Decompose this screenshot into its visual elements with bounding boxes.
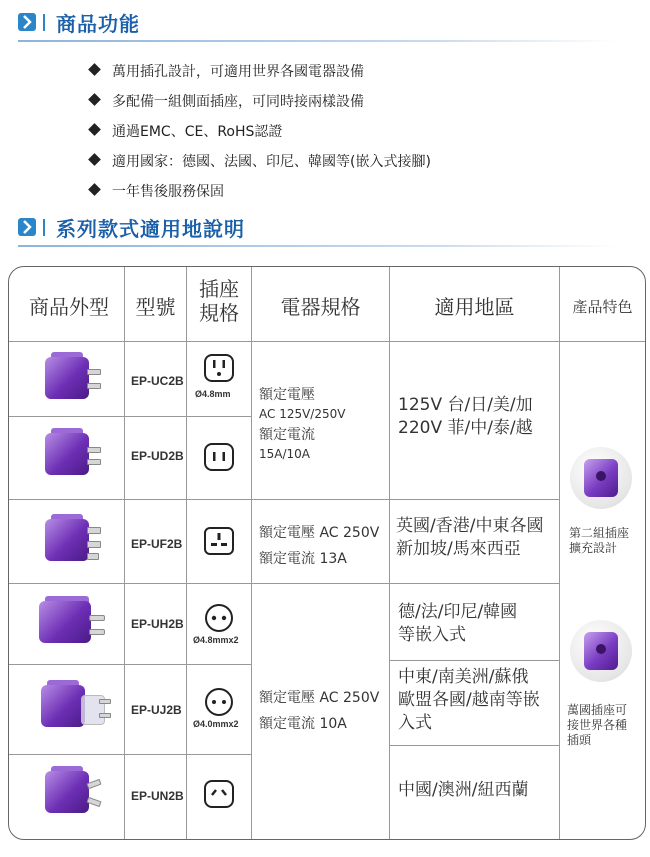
feature-line: 萬國插座可 [567,703,628,717]
col-divider [124,267,125,839]
spec-line: 額定電流 13A [259,551,347,567]
region-line: 德/法/印尼/韓國 [398,602,518,622]
region-line: 125V 台/日/美/加 [398,395,533,415]
row-divider [9,664,251,665]
list-item [90,91,431,121]
spec-group-3 [259,685,379,737]
feature-image-side-socket [570,447,632,509]
diamond-bullet-icon [88,153,101,166]
header-region: 適用地區 [434,295,515,319]
spec-group-1 [259,385,345,463]
region-group-1 [398,394,533,440]
feature-line: 接世界各種 [567,718,628,732]
list-item [90,121,431,151]
region-line: 英國/香港/中東各國 [396,516,544,536]
feature-text: 一年售後服務保固 [112,184,224,200]
region-group-4 [398,666,540,735]
feature-text: 通過EMC、CE、RoHS認證 [112,124,283,140]
region-line: 入式 [398,713,432,733]
col-divider [186,267,187,839]
region-group-5 [398,779,528,802]
row-divider [9,416,251,417]
series-table [8,266,646,840]
feature-line: 第二組插座 [569,526,630,540]
section-title: 系列款式適用地說明 [56,217,245,241]
header-spec: 電器規格 [280,295,361,319]
model-label: EP-UC2B [131,374,184,388]
diamond-bullet-icon [88,93,101,106]
region-line: 新加坡/馬來西亞 [396,539,521,559]
row-divider [389,745,559,746]
list-item [90,151,431,181]
col-divider [251,267,252,839]
diamond-bullet-icon [88,123,101,136]
spec-line: 額定電壓 AC 250V [259,525,380,541]
diamond-bullet-icon [88,183,101,196]
model-label: EP-UJ2B [131,703,182,717]
socket-type-c-icon [203,603,235,633]
product-image-uj2b [33,677,111,739]
row-divider [9,341,645,342]
feature-line: 擴充設計 [569,541,618,555]
feature-text: 多配備一組側面插座，可同時接兩樣設備 [112,94,364,110]
model-label: EP-UF2B [131,537,183,551]
spec-line: 15A/10A [259,447,310,461]
model-label: EP-UH2B [131,617,184,631]
header-socket-line1: 插座 [199,277,239,301]
product-image-uf2b [37,511,103,573]
product-image-uc2b [37,349,103,411]
region-line: 中東/南美洲/蘇俄 [398,667,529,687]
diamond-bullet-icon [88,63,101,76]
row-divider [389,660,559,661]
heading-rule [18,40,618,42]
socket-type-c-small-icon [203,687,235,717]
spec-group-2 [259,520,379,572]
region-group-3 [398,601,517,647]
model-label: EP-UD2B [131,449,184,463]
col-divider [389,267,390,839]
chevron-right-icon [18,218,36,236]
feature-desc-1 [569,526,629,556]
row-divider [9,583,559,584]
row-divider [9,754,251,755]
socket-dimension: Ø4.0mmx2 [193,719,239,729]
spec-line: 額定電流 [259,427,315,443]
list-item [90,181,431,211]
header-appearance: 商品外型 [29,295,109,319]
socket-type-a-ground-icon [203,353,235,383]
feature-list [90,61,431,211]
heading-rule [18,245,618,247]
header-socket [187,277,251,325]
feature-desc-2 [567,703,627,748]
col-divider [559,267,560,839]
socket-type-a-icon [203,442,235,472]
feature-image-universal-socket [570,620,632,682]
header-feature: 產品特色 [572,298,633,316]
feature-text: 適用國家：德國、法國、印尼、韓國等(嵌入式接腳) [112,154,431,170]
region-line: 中國/澳洲/紐西蘭 [398,780,529,800]
region-line: 歐盟各國/越南等嵌 [398,690,540,710]
product-image-ud2b [37,425,103,487]
feature-text: 萬用插孔設計，可適用世界各國電器設備 [112,64,364,80]
section-title: 商品功能 [56,12,140,36]
spec-line: 額定電壓 AC 250V [259,690,380,706]
spec-line: 額定電壓 [259,387,315,403]
product-image-un2b [37,763,103,825]
socket-type-i-icon [203,779,235,809]
list-item [90,61,431,91]
socket-dimension: Ø4.8mmx2 [193,635,239,645]
feature-line: 插頭 [567,733,592,747]
heading-divider [43,14,45,31]
chevron-right-icon [18,13,36,31]
spec-line: 額定電流 10A [259,716,347,732]
spec-line: AC 125V/250V [259,407,346,421]
region-line: 220V 菲/中/泰/越 [398,418,533,438]
header-socket-line2: 規格 [199,301,239,325]
region-line: 等嵌入式 [398,625,466,645]
product-image-uh2b [31,593,109,655]
socket-dimension: Ø4.8mm [195,389,231,399]
region-group-2 [396,515,543,561]
socket-type-g-icon [203,526,235,556]
heading-divider [43,219,45,236]
header-model: 型號 [135,295,176,319]
model-label: EP-UN2B [131,789,184,803]
row-divider [9,499,559,500]
